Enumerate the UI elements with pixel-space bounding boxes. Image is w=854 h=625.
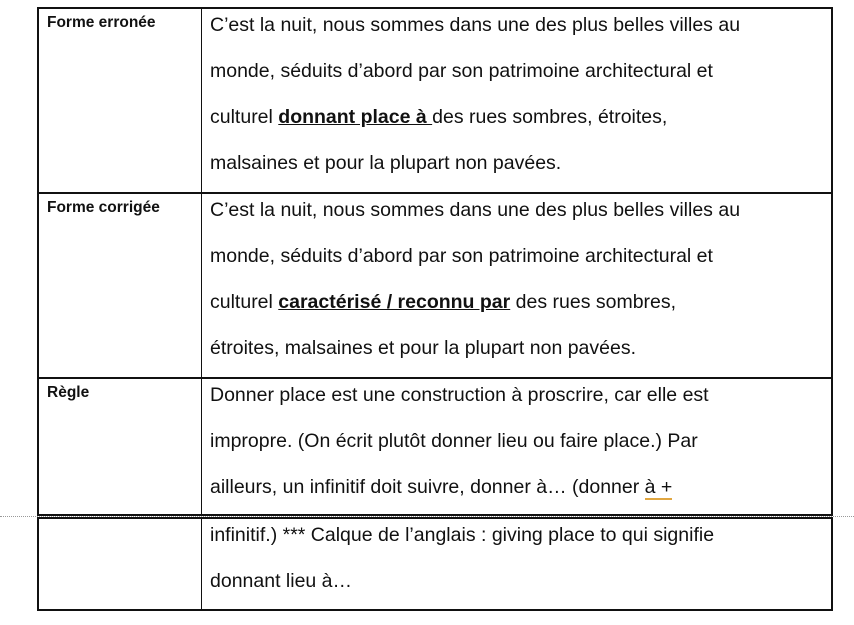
highlighted-error: donnant place à — [278, 106, 433, 128]
row-label — [39, 519, 202, 609]
text-segment: culturel — [210, 291, 279, 313]
text-line: monde, séduits d’abord par son patrimoine architectural et — [210, 245, 713, 267]
text-line — [210, 101, 831, 147]
table-row-forme-erronee — [37, 7, 833, 192]
highlighted-correction: caractérisé / reconnu par — [278, 291, 511, 313]
row-label: Forme erronée — [39, 9, 202, 192]
text-segment: des rues sombres, — [510, 291, 677, 313]
text-line: malsaines et pour la plupart non pavées. — [210, 152, 562, 174]
text-segment: ailleurs, un infinitif doit suivre, donner à… (donner — [210, 476, 645, 498]
row-content — [210, 519, 831, 611]
text-segment: des rues sombres, étroites, — [432, 106, 668, 128]
grammar-flag[interactable]: à + — [644, 476, 673, 498]
table-row-regle — [37, 377, 833, 516]
text-segment: culturel — [210, 106, 279, 128]
text-line: C’est la nuit, nous sommes dans une des plus belles villes au — [210, 199, 741, 221]
row-label: Forme corrigée — [39, 194, 202, 377]
text-line: monde, séduits d’abord par son patrimoine architectural et — [210, 60, 713, 82]
row-content — [210, 194, 831, 378]
text-line: Donner place est une construction à proscrire, car elle est — [210, 384, 709, 406]
table-row-forme-corrigee — [37, 192, 833, 377]
table-row-regle-continued — [37, 517, 833, 611]
text-line — [210, 471, 831, 517]
row-label: Règle — [39, 379, 202, 514]
text-line: donnant lieu à… — [210, 570, 353, 592]
text-line — [210, 286, 831, 332]
text-line: étroites, malsaines et pour la plupart non pavées. — [210, 337, 637, 359]
text-line: impropre. (On écrit plutôt donner lieu ou faire place.) Par — [210, 430, 698, 452]
text-line: C’est la nuit, nous sommes dans une des plus belles villes au — [210, 14, 741, 36]
row-content — [210, 379, 831, 517]
text-line: infinitif.) *** Calque de l’anglais : giving place to qui signifie — [210, 524, 715, 546]
row-content — [210, 9, 831, 193]
